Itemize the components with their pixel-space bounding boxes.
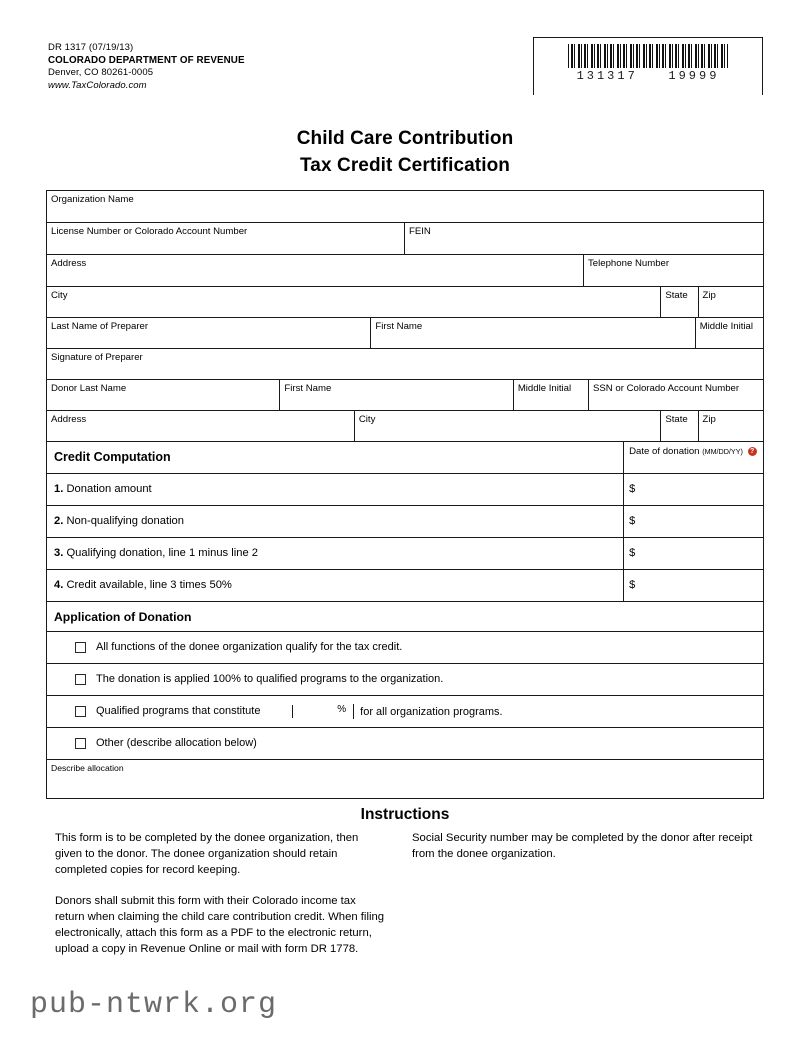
credit-line-1-label	[47, 474, 624, 505]
percentage-input-field[interactable]	[293, 704, 355, 719]
donor-middle-initial-label: Middle Initial	[517, 383, 572, 394]
application-option-3-label: Qualified programs that constitute	[96, 704, 261, 717]
application-option-1-label: All functions of the donee organization qualify for the tax credit.	[96, 640, 403, 653]
describe-allocation-row	[47, 760, 763, 798]
page-title	[0, 126, 810, 180]
preparer-signature-field[interactable]	[47, 349, 763, 379]
instructions-heading: Instructions	[360, 806, 450, 823]
organization-zip-label: Zip	[702, 290, 716, 301]
checkbox-applied-100-percent[interactable]	[75, 674, 86, 685]
watermark: pub-ntwrk.org	[30, 988, 278, 1022]
instructions-right-column	[412, 830, 757, 862]
telephone-field[interactable]	[584, 255, 763, 286]
preparer-first-name-label: First Name	[375, 321, 423, 332]
application-option-4-label: Other (describe allocation below)	[96, 736, 257, 749]
org-city-state-zip-row	[47, 287, 763, 318]
organization-name-row	[47, 191, 763, 223]
donor-first-name-field[interactable]	[280, 380, 513, 410]
credit-line-2-label	[47, 506, 624, 537]
credit-line-3-number: 3.	[54, 547, 64, 559]
donor-state-field[interactable]	[661, 411, 698, 441]
percent-symbol: %	[337, 704, 347, 715]
application-option-row[interactable]	[47, 696, 763, 728]
title-line-1: Child Care Contribution	[296, 128, 514, 149]
donor-last-name-label: Donor Last Name	[51, 383, 127, 394]
donor-name-row	[47, 380, 763, 411]
barcode-image	[568, 44, 728, 68]
license-number-label: License Number or Colorado Account Number	[51, 226, 248, 237]
application-option-3[interactable]	[47, 705, 293, 718]
credit-line-2-number: 2.	[54, 515, 64, 527]
instructions-left-column	[55, 830, 385, 957]
application-option-2-label: The donation is applied 100% to qualified programs to the organization.	[96, 672, 444, 685]
checkbox-all-functions[interactable]	[75, 642, 86, 653]
application-option-row[interactable]	[47, 632, 763, 664]
credit-line-3-input[interactable]	[624, 538, 763, 569]
agency-website: www.TaxColorado.com	[48, 79, 147, 91]
fein-label: FEIN	[409, 226, 431, 237]
checkbox-other[interactable]	[75, 738, 86, 749]
donor-ssn-field[interactable]	[589, 380, 763, 410]
application-of-donation-header-row	[47, 602, 763, 632]
donor-zip-field[interactable]	[699, 411, 763, 441]
preparer-name-row	[47, 318, 763, 349]
donor-last-name-field[interactable]	[47, 380, 280, 410]
organization-address-label: Address	[51, 258, 87, 269]
organization-city-field[interactable]	[47, 287, 661, 317]
application-of-donation-heading: Application of Donation	[54, 610, 192, 624]
preparer-last-name-field[interactable]	[47, 318, 371, 348]
instructions-paragraph: This form is to be completed by the donee organization, then given to the donor. The donee organization should retain completed copies for record keeping.	[55, 832, 359, 877]
describe-allocation-field[interactable]	[47, 760, 763, 798]
credit-line-1-text: Donation amount	[66, 483, 152, 495]
organization-name-field[interactable]	[47, 191, 763, 222]
fein-field[interactable]	[405, 223, 763, 254]
license-number-field[interactable]	[47, 223, 405, 254]
preparer-first-name-field[interactable]	[371, 318, 695, 348]
credit-line-row	[47, 506, 763, 538]
application-option-row[interactable]	[47, 728, 763, 760]
preparer-middle-initial-field[interactable]	[696, 318, 763, 348]
application-option-4[interactable]	[47, 737, 763, 750]
preparer-signature-label: Signature of Preparer	[51, 352, 143, 363]
agency-header	[48, 42, 245, 93]
date-of-donation-field[interactable]	[624, 442, 763, 473]
application-option-2[interactable]	[47, 673, 763, 686]
preparer-last-name-label: Last Name of Preparer	[51, 321, 149, 332]
credit-computation-heading: Credit Computation	[47, 442, 624, 473]
credit-line-4-text: Credit available, line 3 times 50%	[66, 579, 232, 591]
date-format-hint: (MM/DD/YY)	[702, 447, 743, 456]
agency-name: COLORADO DEPARTMENT OF REVENUE	[48, 54, 245, 66]
preparer-signature-row	[47, 349, 763, 380]
instructions-paragraph: Donors shall submit this form with their Colorado income tax return when claiming the child care contribution credit. When filing electronically, attach this form as a PDF to the electronic return, upload a copy in Revenue Online or mail with form DR 1778.	[55, 895, 385, 956]
credit-line-2-text: Non-qualifying donation	[66, 515, 185, 527]
currency-symbol: $	[629, 515, 636, 527]
checkbox-qualified-programs[interactable]	[75, 706, 86, 717]
credit-line-2-input[interactable]	[624, 506, 763, 537]
credit-line-row	[47, 538, 763, 570]
credit-line-3-label	[47, 538, 624, 569]
currency-symbol: $	[629, 579, 636, 591]
agency-address: Denver, CO 80261-0005	[48, 67, 154, 79]
donor-address-label: Address	[51, 414, 87, 425]
currency-symbol: $	[629, 547, 636, 559]
donor-state-label: State	[665, 414, 688, 425]
application-option-1[interactable]	[47, 641, 763, 654]
barcode-digits: 131317 19999	[576, 69, 720, 83]
credit-line-3-text: Qualifying donation, line 1 minus line 2	[66, 547, 259, 559]
credit-line-row	[47, 570, 763, 602]
credit-line-4-input[interactable]	[624, 570, 763, 601]
organization-name-label: Organization Name	[51, 194, 134, 205]
barcode-container	[533, 37, 763, 95]
donor-city-field[interactable]	[355, 411, 661, 441]
donor-first-name-label: First Name	[284, 383, 332, 394]
credit-line-1-input[interactable]	[624, 474, 763, 505]
donor-middle-initial-field[interactable]	[514, 380, 589, 410]
credit-line-4-number: 4.	[54, 579, 64, 591]
form-id: DR 1317 (07/19/13)	[48, 42, 134, 53]
donor-address-row	[47, 411, 763, 442]
instructions-paragraph: Social Security number may be completed by the donor after receipt from the donee organization.	[412, 832, 753, 861]
organization-city-label: City	[51, 290, 68, 301]
donor-zip-label: Zip	[702, 414, 716, 425]
license-fein-row	[47, 223, 763, 255]
application-option-3-suffix: for all organization programs.	[360, 706, 503, 719]
telephone-label: Telephone Number	[588, 258, 670, 269]
organization-address-field[interactable]	[47, 255, 584, 286]
org-address-phone-row	[47, 255, 763, 287]
date-of-donation-label: Date of donation	[629, 446, 700, 457]
organization-zip-field[interactable]	[699, 287, 763, 317]
title-line-2: Tax Credit Certification	[299, 154, 511, 176]
describe-allocation-label: Describe allocation	[51, 763, 124, 773]
credit-line-row	[47, 474, 763, 506]
credit-computation-header-row	[47, 442, 763, 474]
currency-symbol: $	[629, 483, 636, 495]
donor-address-field[interactable]	[47, 411, 355, 441]
credit-line-1-number: 1.	[54, 483, 64, 495]
organization-state-field[interactable]	[661, 287, 698, 317]
organization-state-label: State	[665, 290, 688, 301]
certification-form	[46, 190, 764, 799]
help-question-icon[interactable]: ?	[748, 447, 757, 456]
preparer-middle-initial-label: Middle Initial	[699, 321, 754, 332]
donor-city-label: City	[358, 414, 376, 425]
application-option-row[interactable]	[47, 664, 763, 696]
donor-ssn-label: SSN or Colorado Account Number	[592, 383, 740, 394]
credit-line-4-label	[47, 570, 624, 601]
